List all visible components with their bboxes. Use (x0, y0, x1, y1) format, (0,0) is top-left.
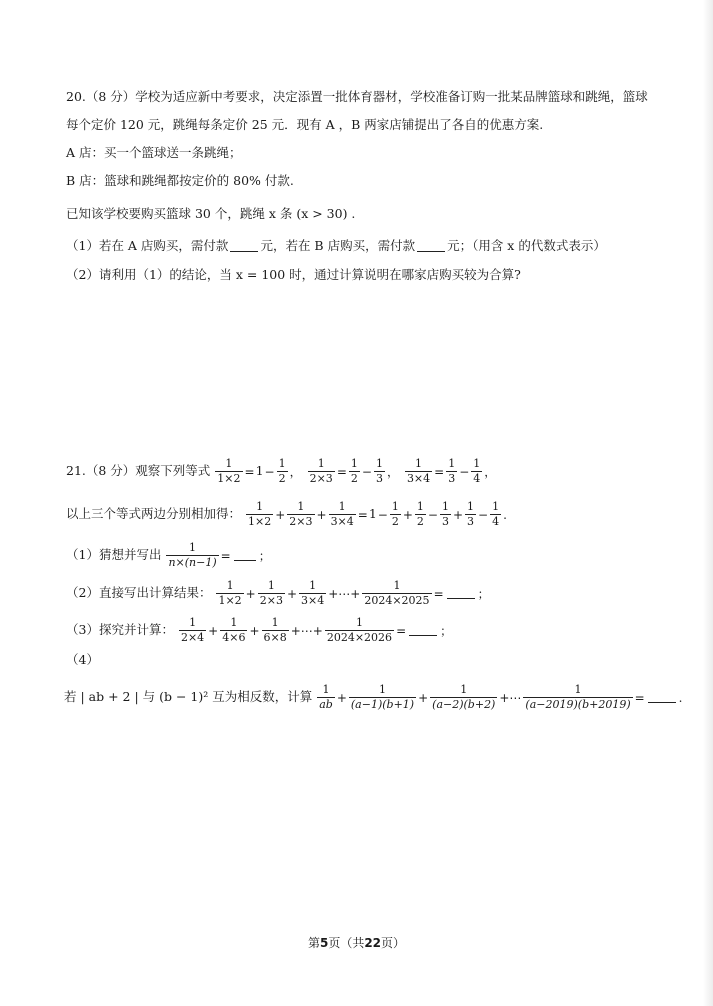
q21-sum-line: 以上三个等式两边分别相加得： $\frac{1}{1\times 2}$ + $\frac{1}{2\times 3}$ + $\frac{1}{3\times 4}$ =1− $\frac{1}{2}$ + $\frac{1}{2}$ − $\frac{1}{3}$ + $\frac{1}{3}$ − $\frac{1}{4}$ . (66, 500, 507, 528)
fraction: $\frac{1}{3}$ (375, 457, 383, 485)
q20-part1-text-b: 元，若在 B 店购买，需付款 (260, 238, 416, 253)
answer-blank[interactable] (447, 586, 475, 599)
fraction: $\frac{1}{3}$ (441, 500, 449, 528)
fraction: $\frac{1}{1\times 2}$ (217, 457, 241, 485)
fraction: $\frac{1}{2}$ (416, 500, 424, 528)
q21-part4: 若 | ab + 2 | 与 (b − 1)² 互为相反数，计算 $\frac{1}{ab}$ + $\frac{1}{(a-1)(b+1)}$ + $\frac{1}{(a-2)(b+2)}$ +⋯ $\frac{1}{(a-2019)(b+2019)}$ = . (64, 683, 683, 711)
q21-part4-text: 若 | ab + 2 | 与 (b − 1)² 互为相反数，计算 (64, 689, 313, 704)
q21-part3: （3）探究并计算： $\frac{1}{2\times 4}$ + $\frac{1}{4\times 6}$ + $\frac{1}{6\times 8}$ +⋯+ $\frac{1}{2024\times 2026}$ = ； (66, 616, 453, 644)
q21-part3-label: （3）探究并计算： (66, 622, 174, 637)
q20-part1-text-a: （1）若在 A 店购买，需付款 (66, 238, 229, 253)
number: 1 (255, 463, 264, 478)
fraction: $\frac{1}{2\times 3}$ (259, 579, 283, 607)
fraction: $\frac{1}{2\times 3}$ (309, 457, 333, 485)
fraction: $\frac{1}{3\times 4}$ (330, 500, 354, 528)
fraction: $\frac{1}{2}$ (278, 457, 286, 485)
fraction: $\frac{1}{4}$ (492, 500, 500, 528)
total-pages: 22 (364, 936, 382, 950)
fraction: $\frac{1}{3}$ (467, 500, 475, 528)
answer-blank[interactable] (417, 239, 445, 252)
footer-mid: 页（共 (328, 936, 365, 950)
answer-blank[interactable] (409, 623, 437, 636)
fraction: $\frac{1}{2\times 3}$ (289, 500, 313, 528)
fraction: $\frac{1}{ab}$ (319, 683, 333, 711)
fraction: $\frac{1}{2\times 4}$ (180, 616, 205, 644)
q20-shop-b: B 店：篮球和跳绳都按定价的 80% 付款. (66, 173, 294, 188)
answer-blank[interactable] (230, 239, 258, 252)
q20-part2: （2）请利用（1）的结论，当 x = 100 时，通过计算说明在哪家店购买较为合算? (66, 267, 521, 282)
q21-part2: （2）直接写出计算结果： $\frac{1}{1\times 2}$ + $\frac{1}{2\times 3}$ + $\frac{1}{3\times 4}$ +⋯+ $\frac{1}{2024\times 2025}$ = ； (66, 579, 490, 607)
answer-blank[interactable] (234, 548, 256, 561)
q20-part1 (66, 238, 606, 254)
fraction: $\frac{1}{2024\times 2025}$ (364, 579, 430, 607)
fraction: $\frac{1}{4\times 6}$ (222, 616, 246, 644)
number: 1 (368, 506, 377, 521)
fraction: $\frac{1}{2}$ (391, 500, 399, 528)
page-edge-shadow (703, 0, 713, 1006)
fraction: $\frac{1}{(a-2019)(b+2019)}$ (525, 683, 631, 711)
footer-prefix: 第 (307, 936, 320, 950)
q21-part2-label: （2）直接写出计算结果： (66, 585, 212, 600)
fraction: $\frac{1}{(a-1)(b+1)}$ (350, 683, 415, 711)
q20-part1-text-c: 元；（用含 x 的代数式表示） (447, 238, 606, 253)
fraction: $\frac{1}{n\times(n-1)}$ (168, 541, 217, 569)
fraction: $\frac{1}{3\times 4}$ (406, 457, 431, 485)
answer-blank[interactable] (648, 690, 676, 703)
fraction: $\frac{1}{1\times 2}$ (248, 500, 272, 528)
q21-intro-line: 21.（8 分）观察下列等式 $\frac{1}{1\times 2}$ =1− $\frac{1}{2}$ ， $\frac{1}{2\times 3}$ = $\frac{1}{2}$ − $\frac{1}{3}$ ， $\frac{1}{3\times 4}$ = $\frac{1}{3}$ − $\frac{1}{4}$ ， (66, 457, 497, 485)
page-footer (0, 934, 713, 951)
fraction: $\frac{1}{(a-2)(b+2)}$ (432, 683, 496, 711)
q21-intro: 21.（8 分）观察下列等式 (66, 463, 211, 478)
fraction: $\frac{1}{2}$ (350, 457, 358, 485)
q21-part1-label: （1）猜想并写出 (66, 547, 162, 562)
q20-line1: 20.（8 分）学校为适应新中考要求，决定添置一批体育器材，学校准备订购一批某品牌篮球和跳绳，篮球 (66, 89, 648, 104)
q21-sum-intro: 以上三个等式两边分别相加得： (66, 506, 242, 521)
q20-line2: 每个定价 120 元，跳绳每条定价 25 元．现有 A ，B 两家店铺提出了各自的优惠方案. (66, 117, 544, 132)
q20-given: 已知该学校要购买篮球 30 个，跳绳 x 条 (x > 30) . (66, 206, 356, 221)
fraction: $\frac{1}{3}$ (448, 457, 456, 485)
footer-suffix: 页） (381, 936, 406, 950)
q21-part4-label: （4） (66, 652, 99, 667)
fraction: $\frac{1}{3\times 4}$ (301, 579, 325, 607)
fraction: $\frac{1}{1\times 2}$ (218, 579, 242, 607)
q21-part1: （1）猜想并写出 $\frac{1}{n\times(n-1)}$ = ； (66, 541, 271, 569)
fraction: $\frac{1}{4}$ (473, 457, 481, 485)
page-number: 5 (319, 936, 329, 950)
q20-shop-a: A 店：买一个篮球送一条跳绳； (66, 145, 242, 160)
fraction: $\frac{1}{2024\times 2026}$ (326, 616, 393, 644)
fraction: $\frac{1}{6\times 8}$ (263, 616, 287, 644)
